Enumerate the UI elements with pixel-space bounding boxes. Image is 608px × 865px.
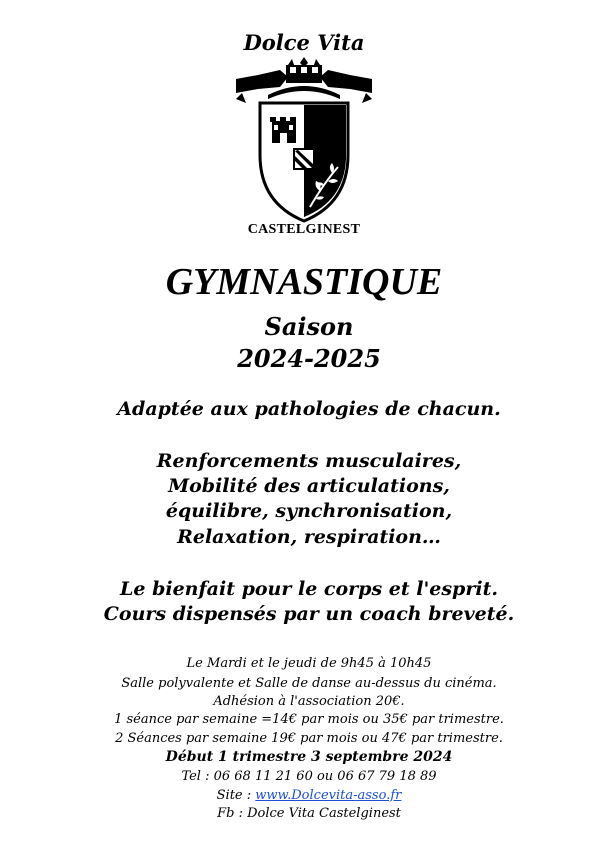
website-link[interactable]: www.Dolcevita-asso.fr [255,788,402,803]
season-years: 2024-2025 [237,344,381,373]
tagline: Adaptée aux pathologies de chacun. [117,398,501,420]
phone-text: Tel : 06 68 11 21 60 ou 06 67 79 18 89 [181,769,437,784]
activity-item: Renforcements musculaires, [156,450,462,472]
location-text: Salle polyvalente et Salle de danse au-dessus du cinéma. [121,676,497,691]
schedule-text: Le Mardi et le jeudi de 9h45 à 10h45 [186,656,432,671]
coat-of-arms-logo [228,55,380,227]
membership-text: Adhésion à l'association 20€. [213,694,405,709]
benefit-line: Le bienfait pour le corps et l'esprit. [120,578,498,600]
benefit-line: Cours dispensés par un coach breveté. [103,603,515,625]
town-name: CASTELGINEST [247,222,361,237]
activity-item: équilibre, synchronisation, [165,500,453,522]
shield-icon [260,103,348,221]
activity-item: Mobilité des articulations, [168,475,450,497]
price-two-text: 2 Séances par semaine 19€ par mois ou 47€ par trimestre. [115,731,503,746]
crown-icon [236,57,372,103]
brand-name: Dolce Vita [243,30,365,55]
page-title: GYMNASTIQUE [165,261,443,303]
website-line [0,788,608,803]
website-label: Site : [216,788,256,803]
season-label: Saison [264,312,354,341]
facebook-text: Fb : Dolce Vita Castelginest [217,806,401,821]
start-date-text: Début 1 trimestre 3 septembre 2024 [165,749,453,765]
activity-item: Relaxation, respiration… [177,526,441,548]
price-one-text: 1 séance par semaine =14€ par mois ou 35€ par trimestre. [114,712,504,727]
